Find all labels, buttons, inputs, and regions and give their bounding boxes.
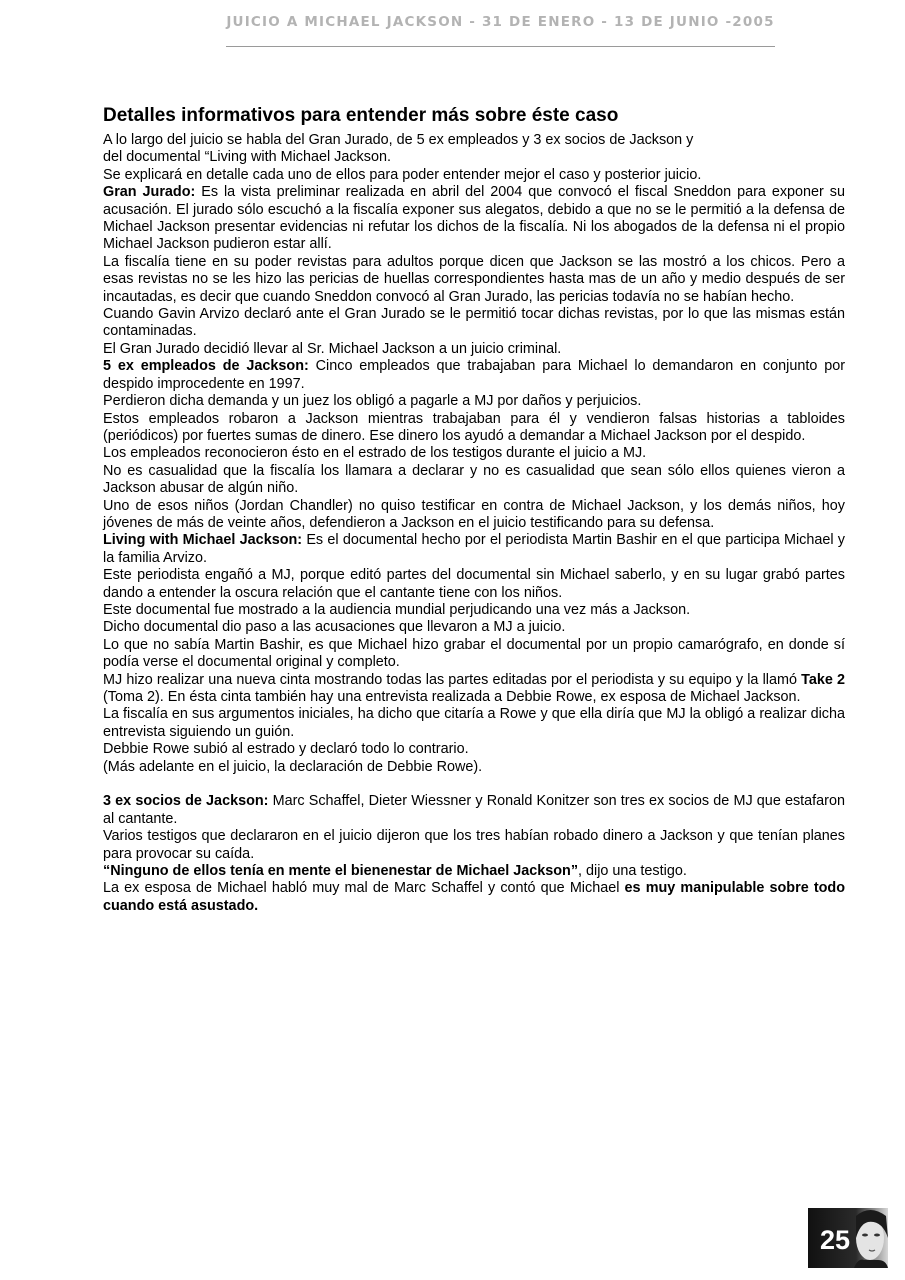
header-divider: [226, 46, 775, 47]
empleados-text: Cinco empleados que trabajaban para Michael lo demandaron en conjunto por despido improcedente en 1997.: [103, 358, 845, 392]
documental-paragraph-9: (Más adelante en el juicio, la declaración de Debbie Rowe).: [103, 758, 483, 775]
documental-paragraph-6: [103, 672, 845, 707]
socios-term: 3 ex socios de Jackson:: [103, 793, 269, 810]
testigo-quote-tail: , dijo una testigo.: [578, 863, 687, 880]
gran-jurado-paragraph: [103, 184, 845, 254]
testigo-quote: “Ninguno de ellos tenía en mente el bienenestar de Michael Jackson”: [103, 863, 579, 880]
documental-paragraph-5: Lo que no sabía Martin Bashir, es que Michael hizo grabar el documental por un propio camarógrafo, en donde sí podía verse el documental original y completo.: [103, 636, 845, 671]
empleados-term: 5 ex empleados de Jackson:: [103, 358, 309, 375]
documental-term: Living with Michael Jackson:: [103, 532, 303, 549]
documental-paragraph-7: La fiscalía en sus argumentos iniciales, ha dicho que citaría a Rowe y que ella diría que MJ la obligó a realizar dicha entrevista siguiendo un guión.: [103, 706, 845, 740]
intro-line-3: Se explicará en detalle cada uno de ellos para poder entender mejor el caso y posterior juicio.: [103, 166, 702, 183]
socios-paragraph: [103, 793, 845, 828]
empleados-paragraph-2: Perdieron dicha demanda y un juez los obligó a pagarle a MJ por daños y perjuicios.: [103, 393, 642, 410]
gran-jurado-term: Gran Jurado:: [103, 184, 196, 201]
documental-paragraph: [103, 532, 845, 567]
gran-jurado-paragraph-2: La fiscalía tiene en su poder revistas para adultos porque dicen que Jackson se las mostró a los chicos. Pero a esas revistas no se les hizo las pericias de huellas correspondientes hasta mas de un año y medio después de ser incautadas, es decir que cuando Sneddon convocó al Gran Jurado, las pericias todavía no se habían hecho.: [103, 253, 845, 305]
empleados-paragraph-4: Los empleados reconocieron ésto en el estrado de los testigos durante el juicio a MJ.: [103, 445, 647, 462]
empleados-paragraph-3: Estos empleados robaron a Jackson mientras trabajaban para él y vendieron falsas historias a tabloides (periódicos) por fuertes sumas de dinero. Ese dinero los ayudó a demandar a Michael Jackson por el despido.: [103, 410, 845, 444]
socios-paragraph-4: [103, 880, 845, 915]
documental-paragraph-4: Dicho documental dio paso a las acusaciones que llevaron a MJ a juicio.: [103, 619, 566, 636]
documental-p6-end: (Toma 2). En ésta cinta también hay una entrevista realizada a Debbie Rowe, ex esposa de Michael Jackson.: [103, 689, 801, 705]
intro-line-1: A lo largo del juicio se habla del Gran Jurado, de 5 ex empleados y 3 ex socios de Jackson y: [103, 132, 694, 148]
paragraph-spacer: [103, 776, 845, 793]
page-number: 25: [819, 1225, 851, 1255]
intro-line-2: del documental “Living with Michael Jackson.: [103, 149, 391, 166]
documental-text: Es el documental hecho por el periodista Martin Bashir en el que participa Michael y la familia Arvizo.: [103, 532, 845, 566]
socios-paragraph-2: Varios testigos que declararon en el juicio dijeron que los tres habían robado dinero a Jackson y que tenían planes para provocar su caída.: [103, 828, 845, 862]
documental-paragraph-3: Este documental fue mostrado a la audiencia mundial perjudicando una vez más a Jackson.: [103, 601, 691, 618]
page-title: Detalles informativos para entender más sobre éste caso: [103, 105, 619, 126]
socios-p4-bold: es muy manipulable sobre todo cuando está asustado.: [103, 880, 845, 914]
documental-paragraph-8: Debbie Rowe subió al estrado y declaró todo lo contrario.: [103, 741, 469, 758]
empleados-paragraph: [103, 358, 845, 393]
gran-jurado-paragraph-4: El Gran Jurado decidió llevar al Sr. Michael Jackson a un juicio criminal.: [103, 340, 562, 357]
documental-paragraph-2: Este periodista engañó a MJ, porque editó partes del documental sin Michael saberlo, y en su lugar grabó partes dando a entender la oscura relación que el cantante tiene con los niños.: [103, 567, 845, 601]
socios-quote-paragraph: [103, 863, 845, 880]
socios-text: Marc Schaffel, Dieter Wiessner y Ronald Konitzer son tres ex socios de MJ que estafaron al cantante.: [103, 793, 845, 827]
empleados-paragraph-6: Uno de esos niños (Jordan Chandler) no quiso testificar en contra de Michael Jackson, y los demás niños, hoy jóvenes de más de veinte años, defendieron a Jackson en el juicio testificando para su defensa.: [103, 497, 845, 531]
take-2-term: Take 2: [801, 671, 845, 688]
gran-jurado-text: Es la vista preliminar realizada en abril del 2004 que convocó el fiscal Sneddon para exponer su acusación. El jurado sólo escuchó a la fiscalía exponer sus alegatos, debido a que no se le permitió a la defensa de Michael Jackson presentar evidencias ni refutar los dichos de la fiscalía. Ni los abogados de la defensa ni el propio Michael Jackson pudieron estar allí.: [103, 184, 845, 253]
article-body: [103, 104, 845, 915]
socios-p4-start: La ex esposa de Michael habló muy mal de Marc Schaffel y contó que Michael: [103, 880, 625, 897]
gran-jurado-paragraph-3: Cuando Gavin Arvizo declaró ante el Gran Jurado se le permitió tocar dichas revistas, por lo que las mismas están contaminadas.: [103, 306, 845, 340]
documental-p6-start: MJ hizo realizar una nueva cinta mostrando todas las partes editadas por el periodista y su equipo y la llamó: [103, 671, 802, 688]
empleados-paragraph-5: No es casualidad que la fiscalía los llamara a declarar y no es casualidad que sean sólo ellos quienes vieron a Jackson abusar de algún niño.: [103, 462, 845, 497]
running-header: JUICIO A MICHAEL JACKSON - 31 DE ENERO - 13 DE JUNIO -2005: [226, 14, 775, 30]
